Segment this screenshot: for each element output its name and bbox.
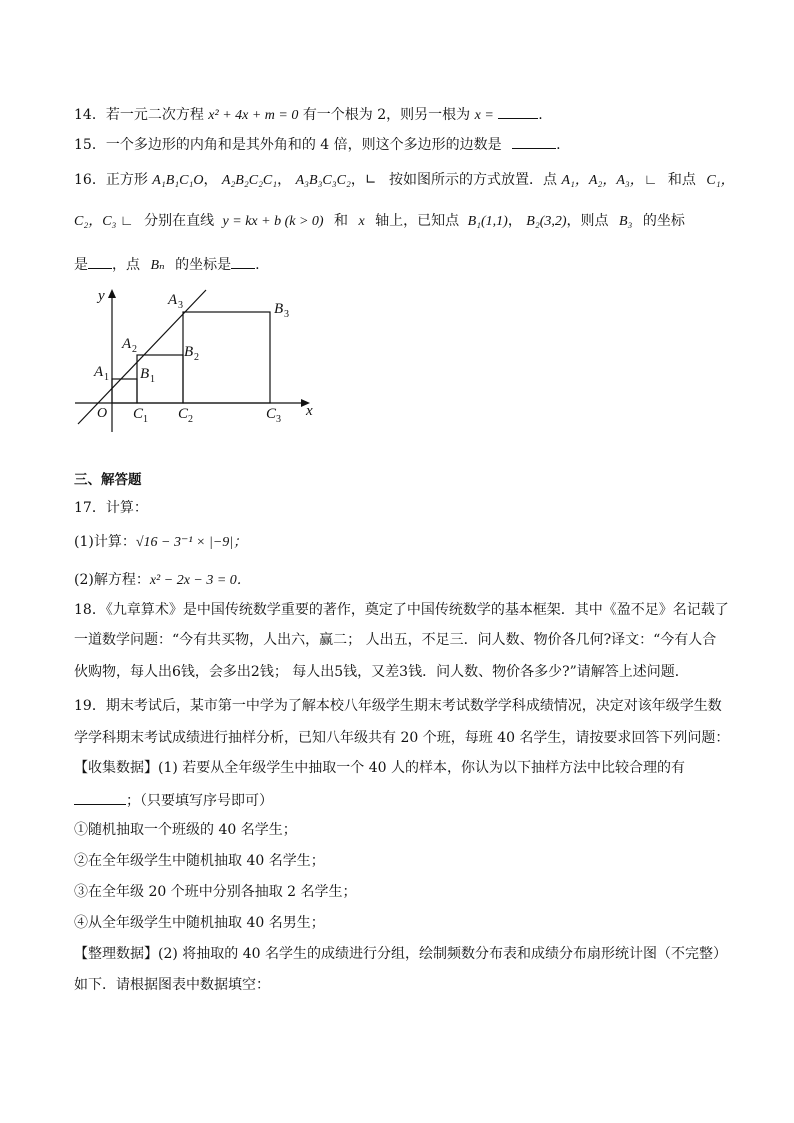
square-1 [112,379,137,403]
label-b1: B [140,366,150,382]
option-2: ②在全年级学生中随机抽取 40 名学生； [74,853,325,869]
question-16-line3: 是 ，点 Bₙ 的坐标是 . [74,254,260,276]
question-16-line2: C₂，C₃ ∟ 分别在直线 y = kx + b (k > 0) 和 x 轴上，已知点 B₁(1,1)， B₂(3,2)，则点 B₃ 的坐标 [74,213,685,229]
svg-text:3: 3 [284,309,289,320]
option-3: ③在全年级 20 个班中分别各抽取 2 名学生； [74,884,357,900]
svg-text:1: 1 [143,414,148,425]
y-axis-arrow [108,289,116,298]
label-y: y [98,288,105,304]
question-17-part1: (1)计算：√16 − 3⁻¹ × |−9|； [74,534,248,550]
option-4: ④从全年级学生中随机抽取 40 名男生； [74,915,325,931]
question-14: 14．若一元二次方程 x² + 4x + m = 0 有一个根为 2，则另一根为 x = . [74,104,543,126]
label-c2: C [178,406,189,422]
svg-text:1: 1 [104,372,109,383]
question-18-line1: 18．《九章算术》是中国传统数学重要的著作，奠定了中国传统数学的基本框架．其中《盈不足》名记载了 [74,602,729,618]
answer-blank [512,134,556,149]
label-c1: C [133,406,144,422]
svg-text:2: 2 [188,414,193,425]
question-19-line1: 19．期末考试后，某市第一中学为了解本校八年级学生期末考试数学学科成绩情况，决定对该年级学生数 [74,698,722,714]
label-o: O [97,406,108,421]
answer-blank [74,790,126,805]
svg-text:2: 2 [194,352,199,363]
question-18-line2: 一道数学问题：“今有共买物，人出六，赢二； 人出五，不足三．问人数、物价各几何?译文：“今有人合 [74,632,717,648]
label-c3: C [266,406,277,422]
label-x: x [306,403,313,419]
question-15: 15．一个多边形的内角和是其外角和的 4 倍，则这个多边形的边数是 . [74,134,561,155]
squares-figure [70,284,330,434]
question-17: 17．计算： [74,500,148,516]
organize-data: 【整理数据】(2) 将抽取的 40 名学生的成绩进行分组，绘制频数分布表和成绩分布扇形统计图（不完整） [74,946,727,962]
question-18-line3: 伙购物，每人出6钱，会多出2钱； 每人出5钱，又差3钱．问人数、物价各多少?”请解答上述问题． [74,664,689,680]
question-17-part2: (2)解方程：x² − 2x − 3 = 0． [74,572,251,588]
label-b3: B [274,301,284,317]
section-title: 三、解答题 [74,472,142,488]
collect-tag: 【收集数据】 [74,760,158,776]
svg-text:2: 2 [132,344,137,355]
svg-text:3: 3 [276,414,281,425]
question-19-line2: 学学科期末考试成绩进行抽样分析，已知八年级共有 20 个班，每班 40 名学生，请按要求回答下列问题： [74,730,730,746]
answer-blank [231,254,255,269]
svg-text:1: 1 [150,374,155,385]
label-a2: A [122,336,132,352]
option-1: ①随机抽取一个班级的 40 名学生； [74,822,297,838]
collect-answer-line: ；（只要填写序号即可） [74,790,273,811]
organize-tag: 【整理数据】 [74,946,158,962]
label-b2: B [184,344,194,360]
organize-data-line2: 如下．请根据图表中数据填空： [74,977,270,993]
label-a1: A [94,364,104,380]
label-a3: A [168,292,178,308]
answer-blank [88,254,112,269]
answer-blank [498,104,538,119]
question-16-line1: 16．正方形 A₁B₁C₁O， A₂B₂C₂C₁， A₃B₃C₃C₂，∟ 按如图所示的方式放置．点 A₁，A₂，A₃，∟ 和点 C₁， [74,172,735,188]
equation: x² + 4x + m = 0 [208,108,299,123]
collect-data: 【收集数据】(1) 若要从全年级学生中抽取一个 40 人的样本，你认为以下抽样方法中比较合理的有 [74,760,685,776]
svg-text:3: 3 [178,300,183,311]
